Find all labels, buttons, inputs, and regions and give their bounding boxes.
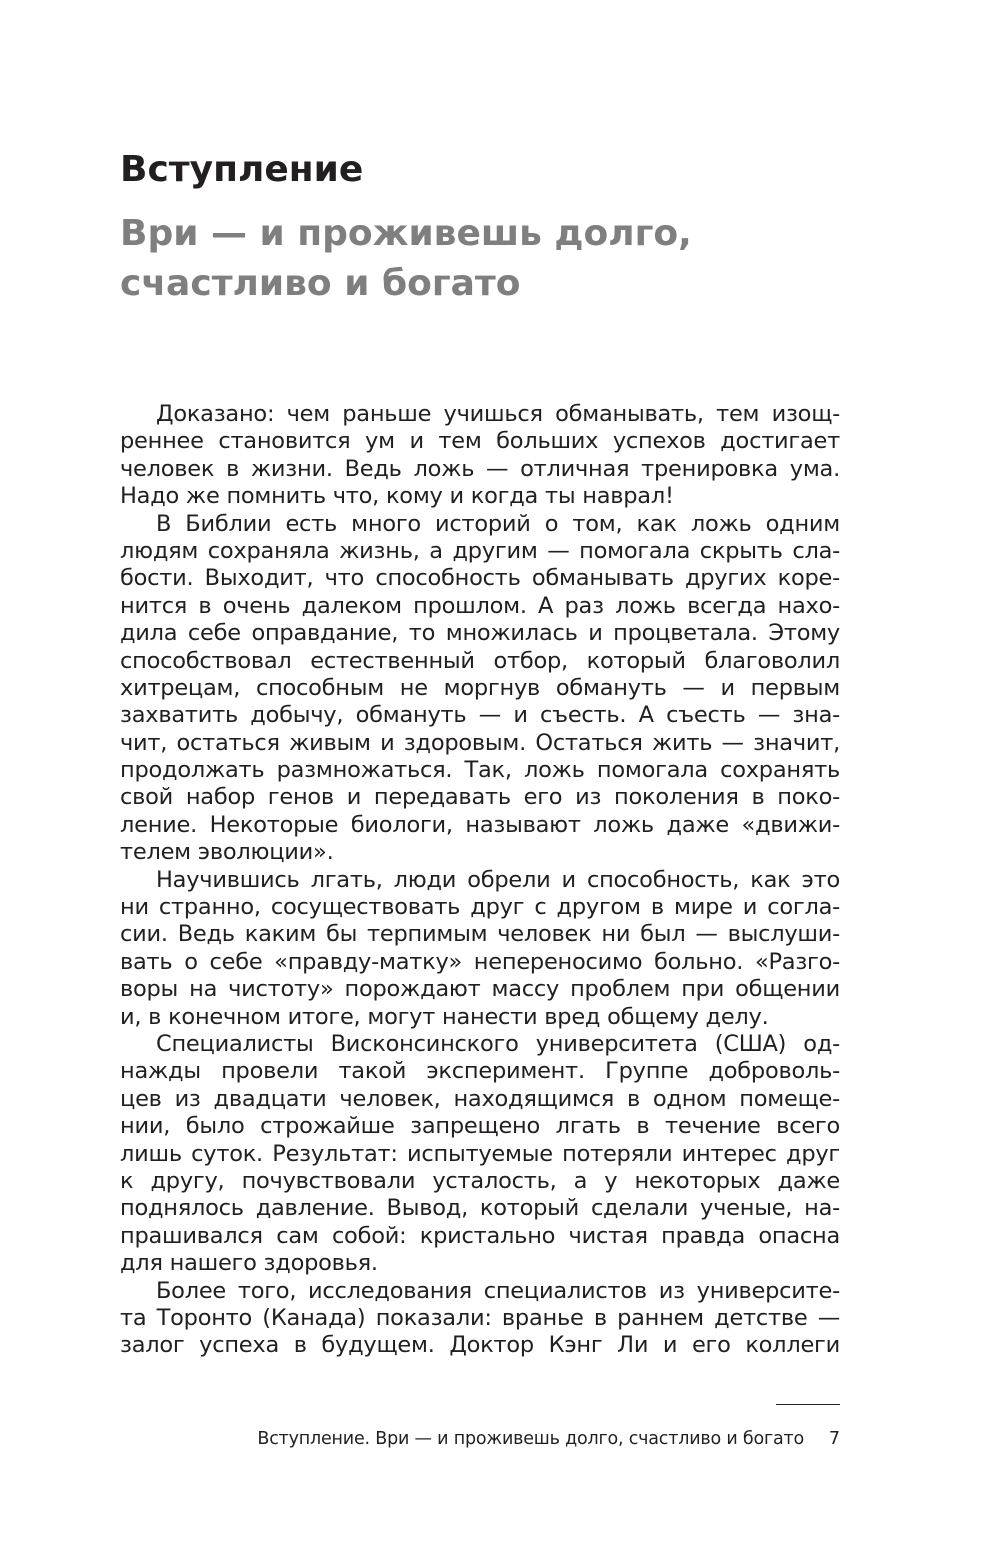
text-line: бости. Выходит, что способность обманывать других коре- bbox=[120, 565, 840, 592]
text-line: цев из двадцати человек, находящимся в одном помеще- bbox=[120, 1085, 840, 1112]
text-line: дила себе оправдание, то множилась и процветала. Этому bbox=[120, 620, 840, 647]
text-line: Научившись лгать, люди обрели и способность, как это bbox=[156, 866, 840, 893]
running-head: Вступление. Ври — и проживешь долго, счастливо и богато bbox=[257, 1429, 804, 1449]
text-line: и, в конечном итоге, могут нанести вред общему делу. bbox=[120, 1003, 769, 1030]
text-line: Специалисты Висконсинского университета (США) од- bbox=[156, 1030, 840, 1057]
text-line: чит, остаться живым и здоровым. Остаться жить — значит, bbox=[120, 729, 840, 756]
text-line: нии, было строжайше запрещено лгать в течение всего bbox=[120, 1113, 840, 1140]
text-line: та Торонто (Канада) показали: вранье в раннем детстве — bbox=[120, 1304, 840, 1331]
text-line: ление. Некоторые биологи, называют ложь даже «движи- bbox=[120, 811, 840, 838]
text-line: ни странно, сосуществовать друг с другом в мире и согла- bbox=[120, 894, 840, 921]
text-line: лишь суток. Результат: испытуемые потеряли интерес друг bbox=[120, 1140, 840, 1167]
text-line: Более того, исследования специалистов из университе- bbox=[156, 1277, 840, 1304]
text-line: способствовал естественный отбор, который благоволил bbox=[120, 647, 840, 674]
text-line: сии. Ведь каким бы терпимым человек ни был — выслуши- bbox=[120, 921, 840, 948]
body-text bbox=[120, 401, 840, 1360]
text-line: прашивался сам собой: кристально чистая правда опасна bbox=[120, 1222, 840, 1249]
text-line: свой набор генов и передавать его из поколения в поко- bbox=[120, 784, 840, 811]
text-line: воры на чистоту» порождают массу проблем при общении bbox=[120, 976, 840, 1003]
chapter-subtitle-line: Ври — и проживешь долго, bbox=[120, 213, 692, 254]
chapter-subtitle-line: счастливо и богато bbox=[120, 263, 521, 304]
text-line: захватить добычу, обмануть — и съесть. А съесть — зна- bbox=[120, 702, 840, 729]
text-line: продолжать размножаться. Так, ложь помогала сохранять bbox=[120, 757, 840, 784]
text-line: телем эволюции». bbox=[120, 839, 334, 866]
chapter-subtitle bbox=[120, 209, 692, 309]
text-line: нится в очень далеком прошлом. А раз ложь всегда нахо- bbox=[120, 592, 840, 619]
page-number: 7 bbox=[828, 1429, 840, 1449]
text-line: вать о себе «правду-матку» непереносимо больно. «Разго- bbox=[120, 948, 840, 975]
text-line: Надо же помнить что, кому и когда ты наврал! bbox=[120, 483, 674, 510]
text-line: людям сохраняла жизнь, а другим — помогала скрыть сла- bbox=[120, 537, 840, 564]
text-line: В Библии есть много историй о том, как ложь одним bbox=[156, 510, 840, 537]
text-line: Доказано: чем раньше учишься обманывать, тем изощ- bbox=[156, 401, 840, 427]
text-line: поднялось давление. Вывод, который сделали ученые, на- bbox=[120, 1195, 840, 1222]
text-line: к другу, почувствовали усталость, а у некоторых даже bbox=[120, 1167, 840, 1194]
footer-divider bbox=[776, 1404, 840, 1405]
text-line: реннее становится ум и тем больших успехов достигает bbox=[120, 428, 840, 455]
text-line: нажды провели такой эксперимент. Группе доброволь- bbox=[120, 1058, 840, 1085]
chapter-title: Вступление bbox=[120, 149, 364, 190]
text-line: для нашего здоровья. bbox=[120, 1250, 378, 1277]
text-line: залог успеха в будущем. Доктор Кэнг Ли и его коллеги bbox=[120, 1332, 840, 1359]
text-line: хитрецам, способным не моргнув обмануть — и первым bbox=[120, 674, 840, 701]
text-line: человек в жизни. Ведь ложь — отличная тренировка ума. bbox=[120, 455, 840, 482]
